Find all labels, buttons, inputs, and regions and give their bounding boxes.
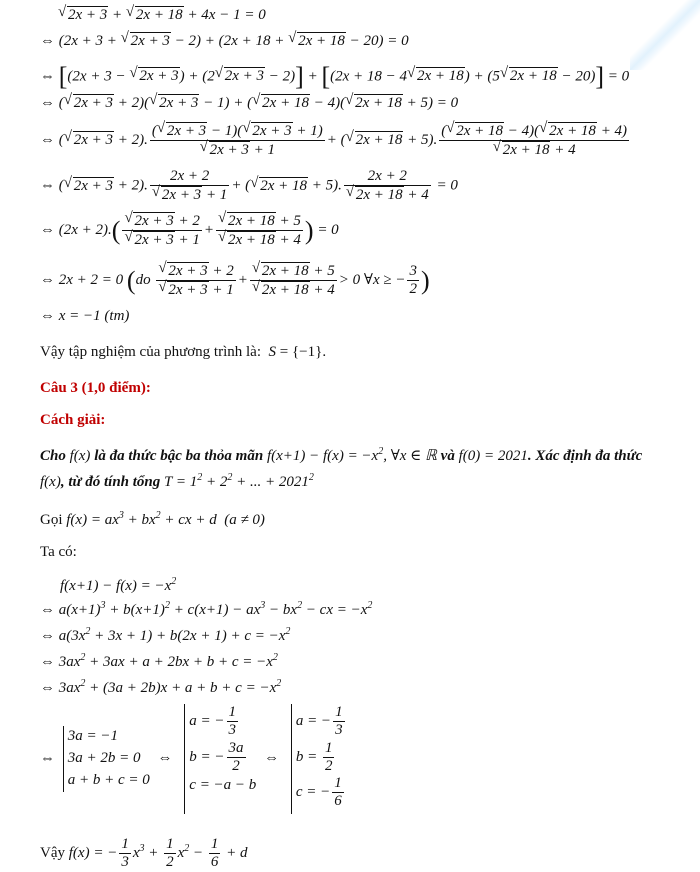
solution-set-line: Vậy tập nghiệm của phương trình là: S = {−1}.	[40, 344, 327, 360]
eq-line-1: √ 2x + 3 + √ 2x + 18 + 4x − 1 = 0	[58, 6, 266, 24]
poly-eq-5: ⇔ $3ax^2 + (3a + 2b)x + a + b + c = -x^2$	[40, 678, 282, 696]
conclusion-line: Vậy f(x) = − $\frac{1}{3}$ $x^3$ + $\frac{1}{2}$ $x^2$ − $\frac{1}{6}$ + d	[40, 836, 248, 871]
eq-line-8: ⇔ 2x + 2 = 0 (do √ 2x + 3 + 2 √ 2x + 3 + 1 + √ 2x + 18 + 5 √ 2x + 18 + 4 > 0 ∀x ≥ − $\frac{3}{2}$ )	[40, 262, 430, 300]
solution-method-heading: Cách giải:	[40, 412, 106, 428]
let-line: Gọi $f(x) = ax^3 + bx^2$ + cx + d (a ≠ 0)	[40, 510, 265, 528]
problem-line-1: Cho f(x) là đa thức bậc ba thỏa mãn $f(x+1) - f(x) = -x^2$, ∀x ∈ ℝ và f(0) = 2021. Xác định đa thức	[40, 446, 643, 464]
system-1	[63, 726, 150, 791]
poly-eq-3: ⇔ $a(3x^2 + 3x + 1) + b(2x + 1) + c = -x^2$	[40, 626, 291, 644]
poly-eq-4: ⇔ $3ax^2 + 3ax + a + 2bx + b + c = -x^2$	[40, 652, 278, 670]
corner-watermark	[630, 0, 700, 70]
we-have-line: Ta có:	[40, 544, 77, 560]
poly-eq-2: ⇔ $a(x+1)^3 + b(x+1)^2 + c(x+1) - ax^3 - bx^2$ − cx = $-x^2$	[40, 600, 373, 618]
systems-line: ⇔ 3a = −1 3a + 2b = 0 a + b + c = 0 ⇔ a = − $\frac{1}{3}$ b = − $\frac{3a}{2}$ c = −a − b ⇔ a = − $\frac{1}{3}$ b = $\frac{1}{2}$ c = − $\frac{1}{6}$	[40, 704, 347, 814]
system-3: a = − $\frac{1}{3}$ b = $\frac{1}{2}$ c = − $\frac{1}{6}$	[291, 704, 347, 814]
sys1-eq-c: a + b + c = 0	[67, 771, 150, 788]
system-2: a = − $\frac{1}{3}$ b = − $\frac{3a}{2}$ c = −a − b	[184, 704, 256, 814]
eq-line-5: ⇔ (√ 2x + 3 + 2). (√ 2x + 3 − 1)(√ 2x + 3 + 1) √ 2x + 3 + 1 + (√ 2x + 18 + 5). (√ 2x + 18 − 4)(√ 2x + 18 + 4) √ 2x + 18 + 4	[40, 122, 631, 160]
eq-line-9: ⇔ x = −1 (tm)	[40, 308, 130, 324]
sys1-eq-a: 3a = −1	[67, 728, 118, 745]
eq-line-2: ⇔ (2x + 3 + √ 2x + 3 − 2) + (2x + 18 + √ 2x + 18 − 20) = 0	[40, 32, 409, 50]
question-3-heading: Câu 3 (1,0 điểm):	[40, 380, 151, 396]
eq-line-7: ⇔ (2x + 2).( √ 2x + 3 + 2 √ 2x + 3 + 1 + √ 2x + 18 + 5 √ 2x + 18 + 4 ) = 0	[40, 212, 339, 250]
problem-line-2: f(x), từ đó tính tổng $T = 1^2 + 2^2$ + ... + $2021^2$	[40, 472, 314, 490]
eq-line-6: ⇔ (√ 2x + 3 + 2). 2x + 2 √ 2x + 3 + 1 + (√ 2x + 18 + 5). 2x + 2 √ 2x + 18 + 4 = 0	[40, 168, 458, 205]
eq-line-4: ⇔ (√ 2x + 3 + 2)(√ 2x + 3 − 1) + (√ 2x + 18 − 4)(√ 2x + 18 + 5) = 0	[40, 94, 458, 112]
sys1-eq-b: 3a + 2b = 0	[67, 750, 141, 767]
poly-eq-1: $f(x+1) - f(x) = -x^2$	[60, 576, 177, 594]
eq-line-3: ⇔ [(2x + 3 − √ 2x + 3) + (2√ 2x + 3 − 2)] + [(2x + 18 − 4√ 2x + 18) + (5√ 2x + 18 − 20)] = 0	[40, 62, 629, 92]
